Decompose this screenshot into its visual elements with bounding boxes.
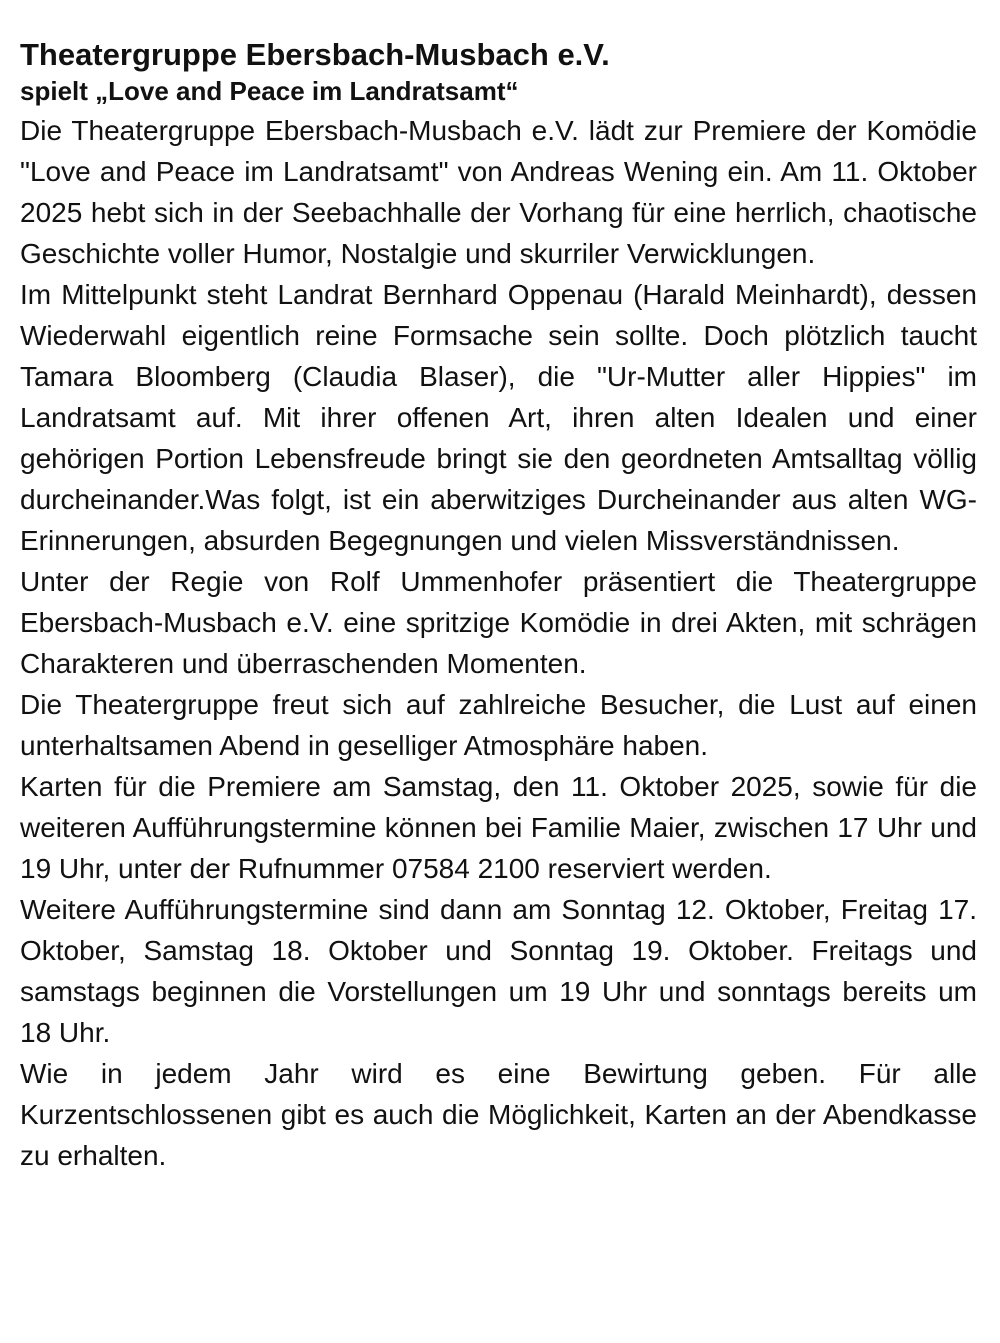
paragraph-tickets: Karten für die Premiere am Samstag, den 11. Oktober 2025, sowie für die weiteren Aufführungstermine können bei Familie Maier, zwischen 17 Uhr und 19 Uhr, unter der Rufnummer 07584 2100 reserviert werden. [20, 771, 977, 884]
article-title: Theatergruppe Ebersbach-Musbach e.V. [20, 37, 610, 72]
article-subtitle: spielt „Love and Peace im Landratsamt“ [20, 76, 519, 106]
paragraph-direction: Unter der Regie von Rolf Ummenhofer präsentiert die Theatergruppe Ebersbach-Musbach e.V. eine spritzige Komödie in drei Akten, mit schrägen Charakteren und überraschenden Momenten. [20, 566, 977, 679]
paragraph-invitation: Die Theatergruppe freut sich auf zahlreiche Besucher, die Lust auf einen unterhaltsamen Abend in geselliger Atmosphäre haben. [20, 689, 977, 761]
paragraph-catering: Wie in jedem Jahr wird es eine Bewirtung geben. Für alle Kurzentschlossenen gibt es auch die Möglichkeit, Karten an der Abendkasse zu erhalten. [20, 1058, 977, 1171]
paragraph-intro: Die Theatergruppe Ebersbach-Musbach e.V. lädt zur Premiere der Komödie "Love and Peace im Landratsamt" von Andreas Wening ein. Am 11. Oktober 2025 hebt sich in der Seebachhalle der Vorhang für eine herrlich, chaotische Geschichte voller Humor, Nostalgie und skurriler Verwicklungen. [20, 115, 977, 269]
paragraph-dates: Weitere Aufführungstermine sind dann am Sonntag 12. Oktober, Freitag 17. Oktober, Samstag 18. Oktober und Sonntag 19. Oktober. Freitags und samstags beginnen die Vorstellungen um 19 Uhr und sonntags bereits um 18 Uhr. [20, 894, 977, 1048]
paragraph-plot: Im Mittelpunkt steht Landrat Bernhard Oppenau (Harald Meinhardt), dessen Wiederwahl eigentlich reine Formsache sein sollte. Doch plötzlich taucht Tamara Bloomberg (Claudia Blaser), die "Ur-Mutter aller Hippies" im Landratsamt auf. Mit ihrer offenen Art, ihren alten Idealen und einer gehörigen Portion Lebensfreude bringt sie den geordneten Amtsalltag völlig durcheinander.Was folgt, ist ein aberwitziges Durcheinander aus alten WG-Erinnerungen, absurden Begegnungen und vielen Missverständnissen. [20, 279, 977, 556]
article [20, 36, 977, 1176]
